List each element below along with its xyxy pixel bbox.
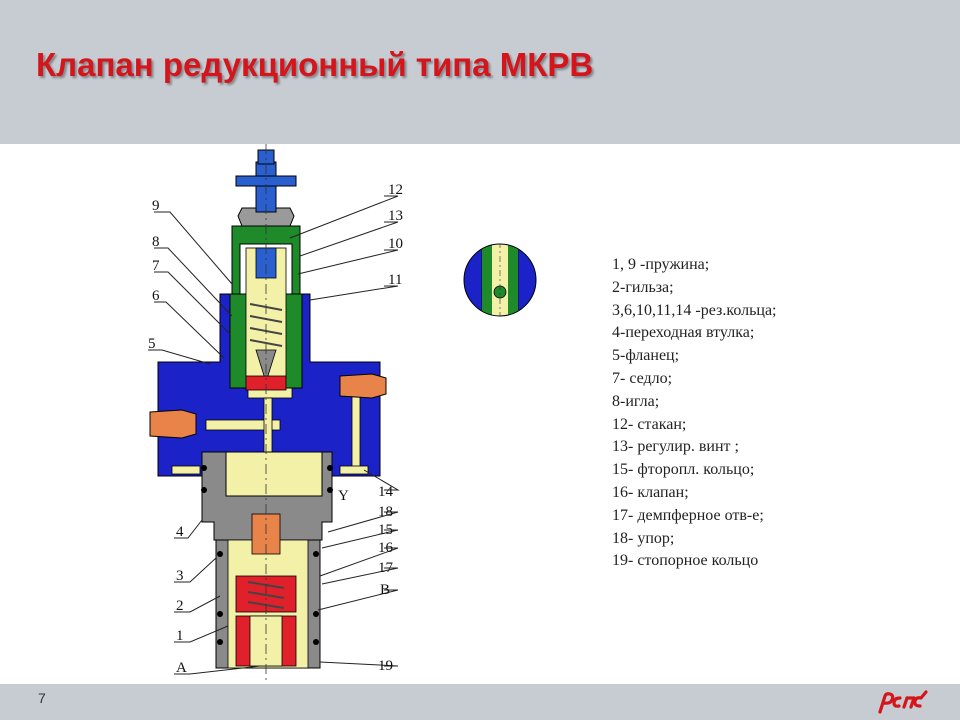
callout-18: 18 <box>378 504 393 520</box>
legend-item: 12- стакан; <box>612 415 687 433</box>
detail-inset <box>462 242 538 318</box>
orange-plug <box>150 410 196 438</box>
orange-plug <box>340 374 386 398</box>
callout-11: 11 <box>388 272 403 288</box>
valve-cross-section <box>140 144 430 684</box>
legend-item: 8-игла; <box>612 392 660 410</box>
callout-14: 14 <box>378 484 393 500</box>
callout-3: 3 <box>176 568 184 584</box>
legend-item: 5-фланец; <box>612 347 680 365</box>
callout-6: 6 <box>152 288 160 304</box>
port-label-y: Y <box>338 488 349 504</box>
callout-7: 7 <box>152 258 160 274</box>
callout-12: 12 <box>388 182 403 198</box>
callout-9: 9 <box>152 198 160 214</box>
legend-item: 4-переходная втулка; <box>612 324 755 342</box>
legend-item: 15- фтoропл. кольцо; <box>612 461 755 479</box>
flange-channel <box>340 466 368 474</box>
callout-b: В <box>380 582 391 598</box>
rzd-logo-icon <box>874 688 932 716</box>
legend-item: 17- демпферное отв-е; <box>612 506 764 524</box>
callout-16: 16 <box>378 540 393 556</box>
callout-10: 10 <box>388 236 403 252</box>
flange-channel <box>172 466 200 474</box>
callout-15: 15 <box>378 522 393 538</box>
legend-item: 13- регулир. винт ; <box>612 438 739 456</box>
legend-item: 16- клапан; <box>612 483 689 501</box>
legend-item: 3,6,10,11,14 -рез.кольца; <box>612 301 777 319</box>
flange-channel <box>352 394 360 470</box>
slide-title: Клапан редукционный типа МКРВ <box>36 46 594 83</box>
page-number: 7 <box>38 690 46 706</box>
parts-legend <box>612 254 777 573</box>
callout-1: 1 <box>176 628 184 644</box>
callout-17: 17 <box>378 560 393 576</box>
callout-8: 8 <box>152 234 160 250</box>
legend-item: 1, 9 -пружина; <box>612 256 710 273</box>
callout-2: 2 <box>176 598 184 614</box>
legend-item: 18- упор; <box>612 529 675 547</box>
flange-channel <box>264 398 272 458</box>
legend-item: 19- стопорное кольцо <box>612 552 759 570</box>
callout-13: 13 <box>388 208 403 224</box>
footer-band <box>0 684 960 720</box>
legend-item: 7- седло; <box>612 369 673 387</box>
callout-4: 4 <box>176 524 184 540</box>
callout-19: 19 <box>378 658 393 674</box>
yellow-plug <box>226 452 322 496</box>
legend-item: 2-гильза; <box>612 278 674 296</box>
callout-5: 5 <box>148 336 156 352</box>
callout-a: А <box>176 660 187 676</box>
